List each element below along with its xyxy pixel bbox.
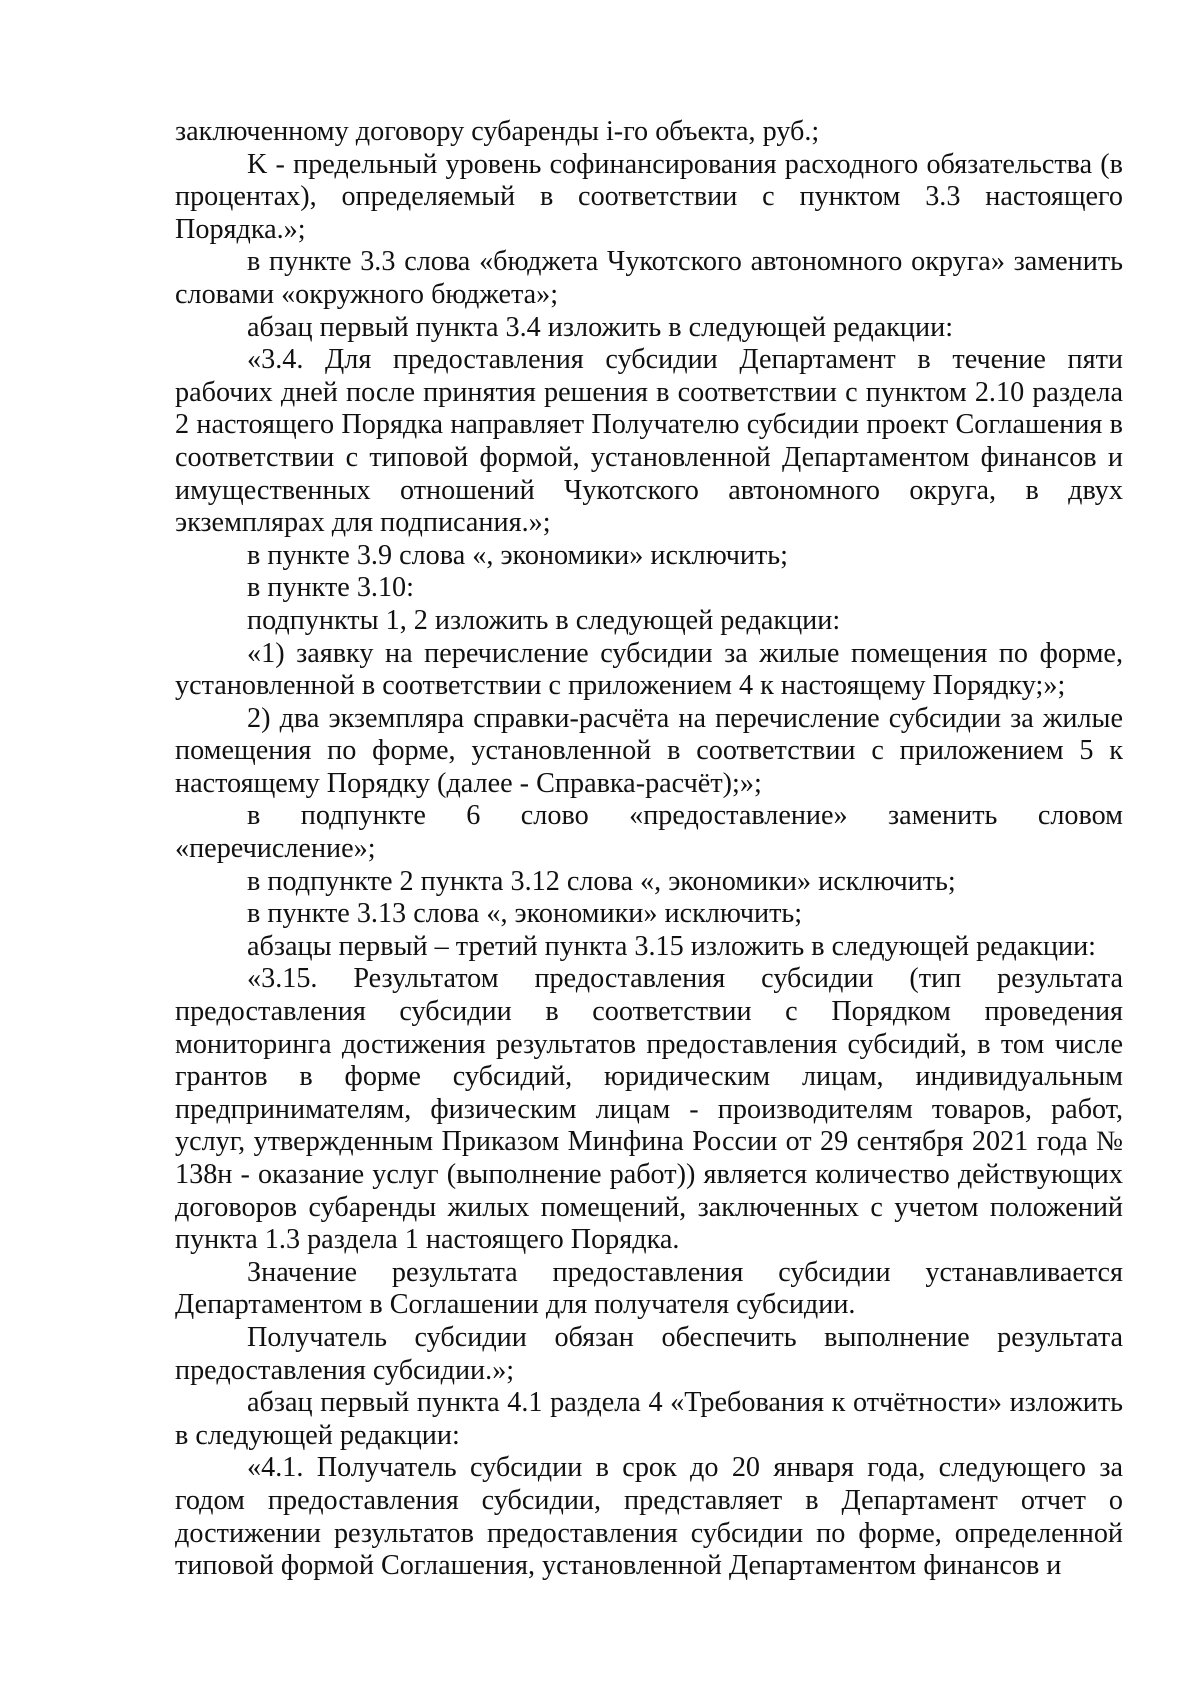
paragraph-15: «3.15. Результатом предоставления субсидии (тип результата предоставления субсидии в соответствии с Порядком проведения мониторинга достижения результатов предоставления субсидий, в том числе грантов в форме субсидий, юридическим лицам, индивидуальным предпринимателям, физическим лицам - производителям товаров, работ, услуг, утвержденным Приказом Минфина России от 29 сентября 2021 года № 138н - оказание услуг (выполнение работ)) является количество действующих договоров субаренды жилых помещений, заключенных с учетом положений пункта 1.3 раздела 1 настоящего Порядка. <box>175 963 1123 1256</box>
paragraph-14: абзацы первый – третий пункта 3.15 изложить в следующей редакции: <box>247 930 1096 962</box>
paragraph-19: «4.1. Получатель субсидии в срок до 20 января года, следующего за годом предоставления субсидии, представляет в Департамент отчет о достижении результатов предоставления субсидии по форме, определенной типовой формой Соглашения, установленной Департаментом финансов и <box>175 1452 1123 1582</box>
paragraph-10: 2) два экземпляра справки-расчёта на перечисление субсидии за жилые помещения по форме, установленной в соответствии с приложением 5 к настоящему Порядку (далее - Справка-расчёт);»; <box>175 702 1123 799</box>
paragraph-12: в подпункте 2 пункта 3.12 слова «, экономики» исключить; <box>247 865 956 897</box>
paragraph-4: абзац первый пункта 3.4 изложить в следующей редакции: <box>247 311 954 343</box>
paragraph-18: абзац первый пункта 4.1 раздела 4 «Требования к отчётности» изложить в следующей редакции: <box>175 1387 1123 1451</box>
paragraph-16: Значение результата предоставления субсидии устанавливается Департаментом в Соглашении для получателя субсидии. <box>175 1256 1123 1321</box>
paragraph-2: K - предельный уровень софинансирования расходного обязательства (в процентах), определяемый в соответствии с пунктом 3.3 настоящего Порядка.»; <box>175 148 1123 245</box>
paragraph-1: заключенному договору субаренды i-го объекта, руб.; <box>175 116 820 147</box>
paragraph-11: в подпункте 6 слово «предоставление» заменить словом «перечисление»; <box>175 800 1123 865</box>
paragraph-13: в пункте 3.13 слова «, экономики» исключить; <box>247 898 803 930</box>
paragraph-6: в пункте 3.9 слова «, экономики» исключить; <box>247 539 788 571</box>
paragraph-9: «1) заявку на перечисление субсидии за жилые помещения по форме, установленной в соответствии с приложением 4 к настоящему Порядку;»; <box>175 637 1123 702</box>
document-body <box>175 116 1123 1583</box>
paragraph-8: подпункты 1, 2 изложить в следующей редакции: <box>247 604 841 636</box>
paragraph-3: в пункте 3.3 слова «бюджета Чукотского автономного округа» заменить словами «окружного бюджета»; <box>175 246 1123 310</box>
paragraph-5: «3.4. Для предоставления субсидии Департамент в течение пяти рабочих дней после принятия решения в соответствии с пунктом 2.10 раздела 2 настоящего Порядка направляет Получателю субсидии проект Соглашения в соответствии с типовой формой, установленной Департаментом финансов и имущественных отношений Чукотского автономного округа, в двух экземплярах для подписания.»; <box>175 344 1123 539</box>
paragraph-7: в пункте 3.10: <box>247 572 414 604</box>
paragraph-17: Получатель субсидии обязан обеспечить выполнение результата предоставления субсидии.»; <box>175 1321 1123 1386</box>
